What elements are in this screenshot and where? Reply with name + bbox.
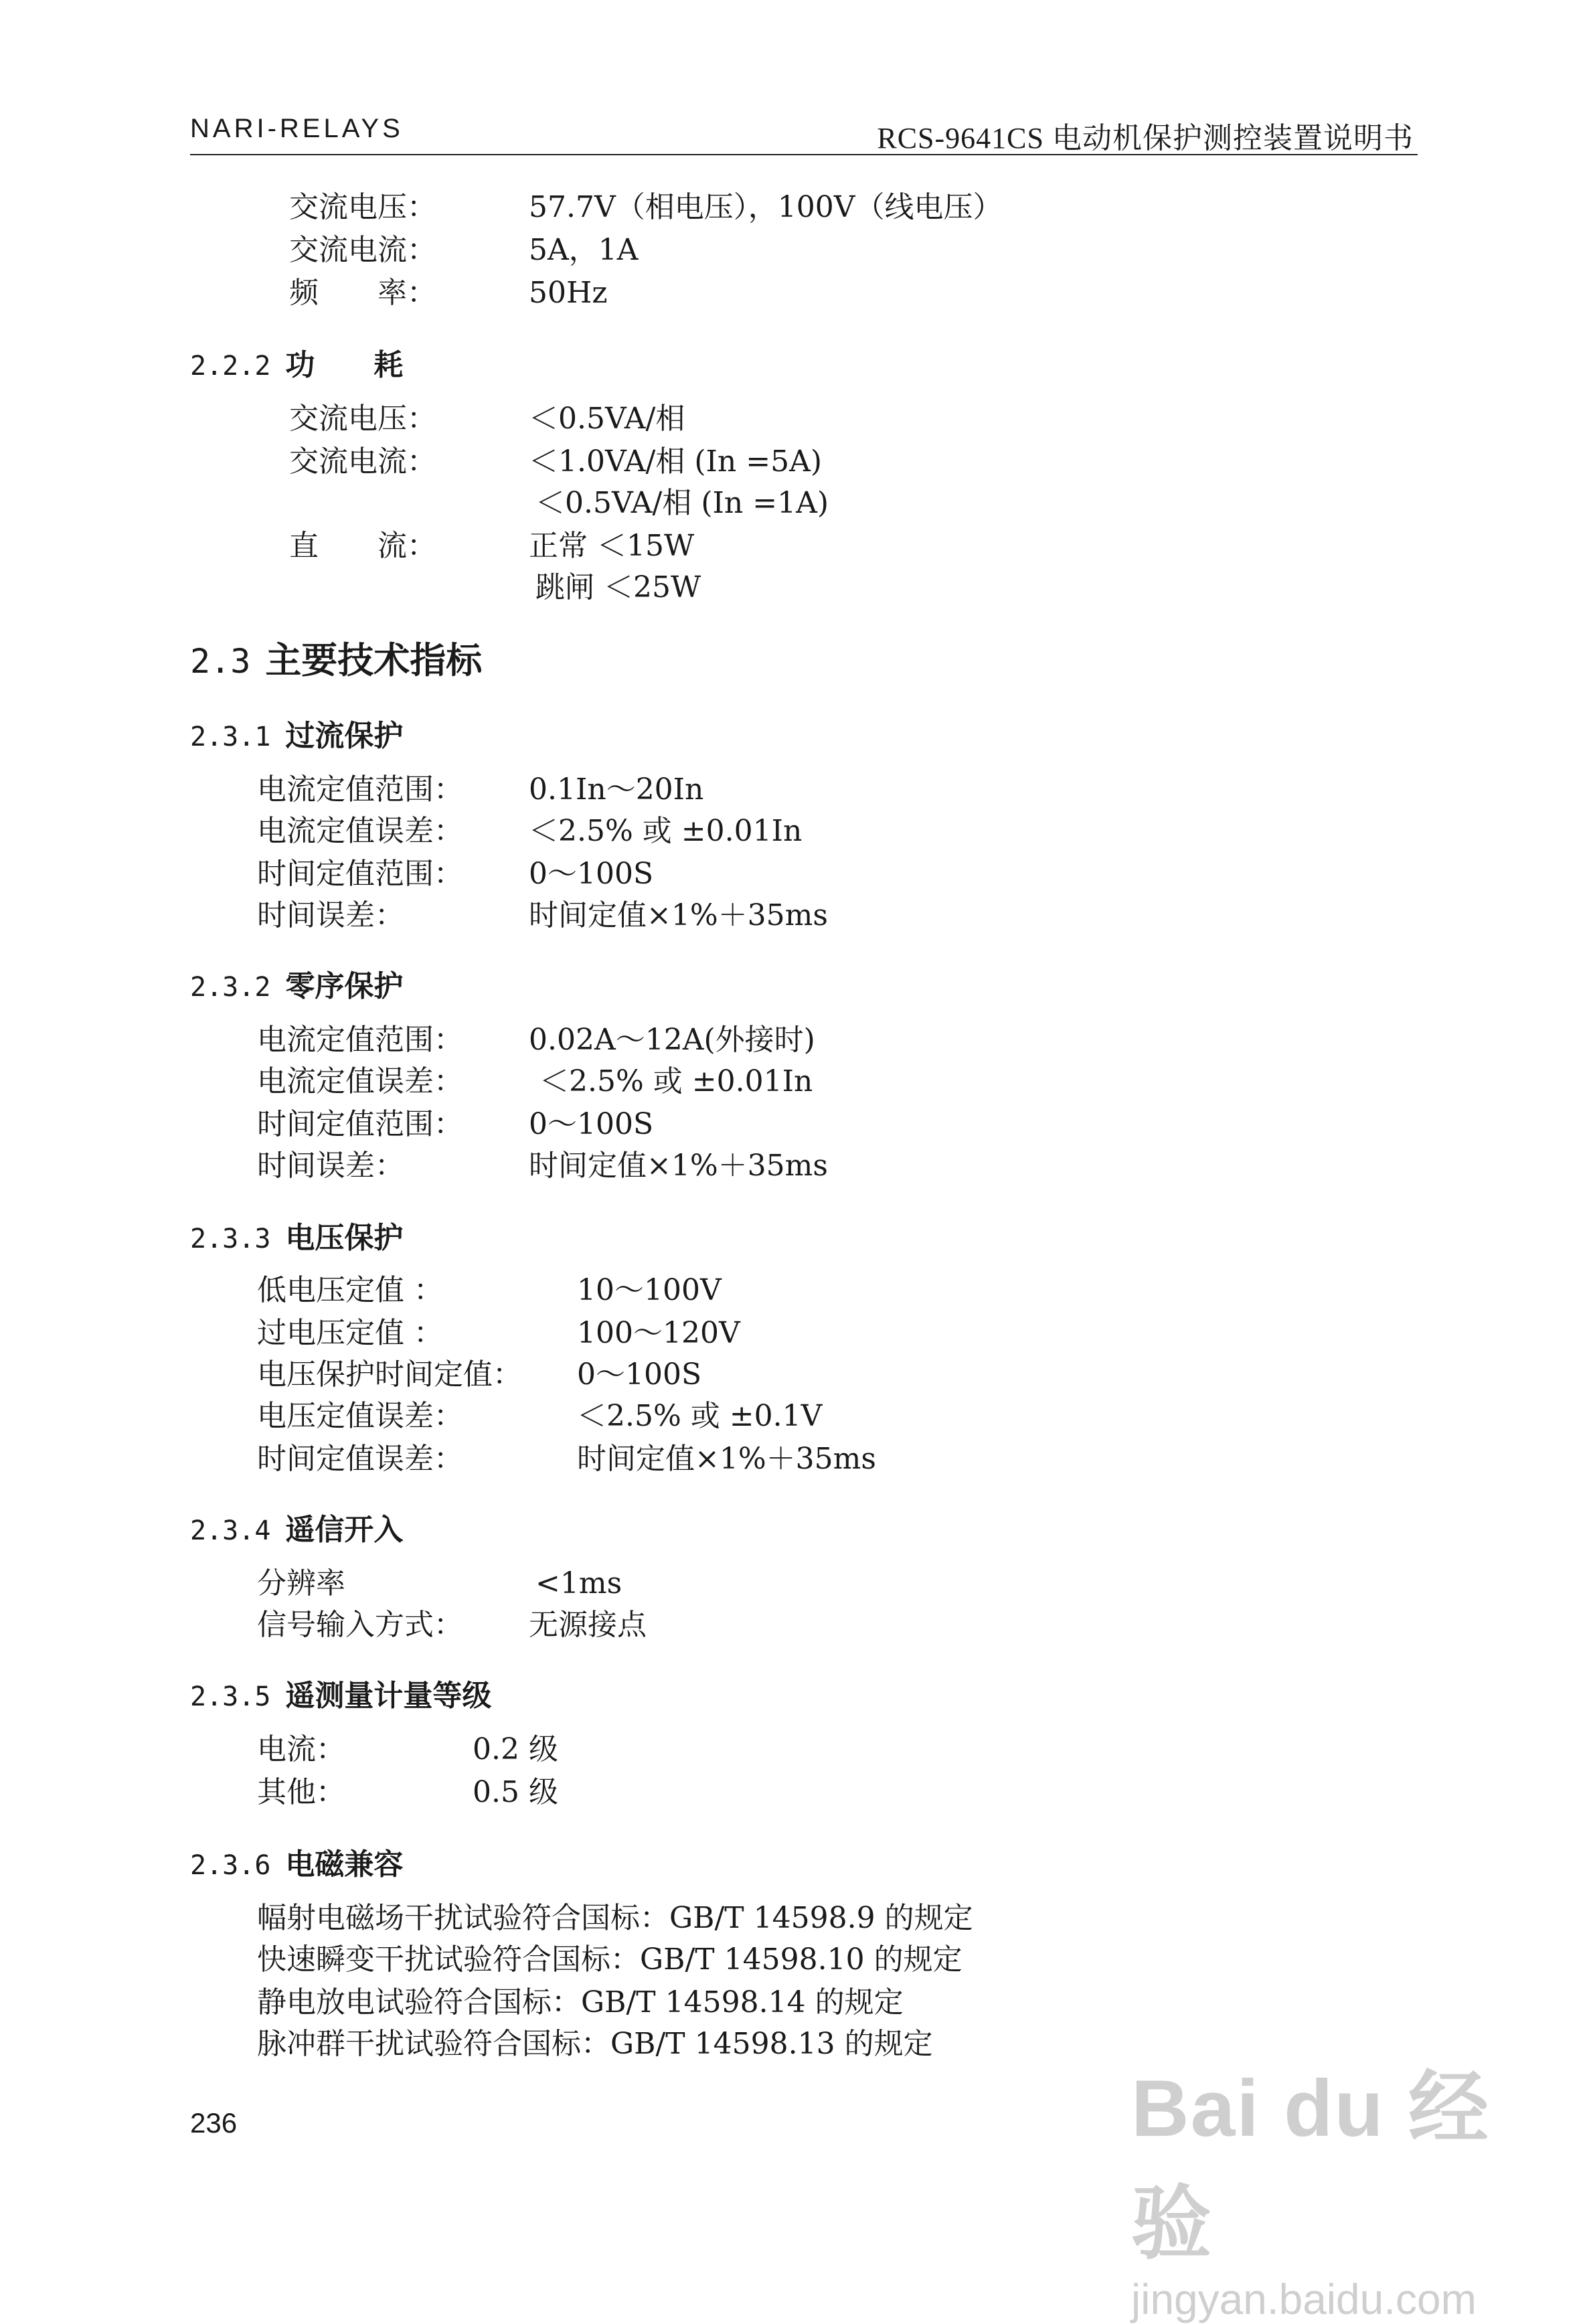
spec-label: 电压保护时间定值： xyxy=(257,1357,522,1392)
spec-value: 时间定值×1%＋35ms xyxy=(529,898,828,932)
spec-label: 信号输入方式： xyxy=(257,1608,463,1642)
spec-label: 电流定值范围： xyxy=(257,1023,463,1057)
section-title: 电磁兼容 xyxy=(285,1847,404,1882)
section-number: 2.3.1 xyxy=(190,722,271,752)
section-title: 电压保护 xyxy=(285,1221,404,1255)
spec-label: 分辨率 xyxy=(257,1566,345,1600)
spec-value: ＜0.5VA/相 (In =1A) xyxy=(535,486,829,520)
spec-label: 时间误差： xyxy=(257,898,404,932)
emc-standard-line: 快速瞬变干扰试验符合国标：GB/T 14598.10 的规定 xyxy=(257,1942,962,1977)
rated-value: 57.7V（相电压），100V（线电压） xyxy=(529,190,1003,224)
section-title: 遥测量计量等级 xyxy=(285,1679,492,1713)
spec-value: 正常 ＜15W xyxy=(529,529,695,563)
spec-value: 0.5 级 xyxy=(473,1775,558,1809)
spec-value: ＜2.5% 或 ±0.01In xyxy=(539,1064,813,1098)
spec-label: 电压定值误差： xyxy=(257,1399,463,1433)
header-brand: NARI-RELAYS xyxy=(190,114,404,143)
spec-label: 电流定值误差： xyxy=(257,1064,463,1098)
rated-value: 5A，1A xyxy=(529,233,639,267)
rated-label: 交流电流： xyxy=(289,233,436,267)
rated-label: 频 率： xyxy=(289,276,436,310)
rated-label: 交流电压： xyxy=(289,190,436,224)
spec-value: 10～100V xyxy=(577,1273,722,1307)
spec-value: ＜0.5VA/相 xyxy=(529,402,685,436)
spec-label: 时间误差： xyxy=(257,1149,404,1183)
baidu-watermark xyxy=(1131,2044,1506,2323)
spec-label: 电流： xyxy=(257,1732,345,1766)
section-title: 零序保护 xyxy=(285,969,404,1003)
spec-label: 其他： xyxy=(257,1775,345,1809)
section-number: 2.3.3 xyxy=(190,1224,271,1254)
spec-label: 电流定值范围： xyxy=(257,772,463,807)
section-heading-2-3-1 xyxy=(190,719,404,753)
section-number: 2.3 xyxy=(190,642,251,681)
section-heading-2-3-4 xyxy=(190,1515,403,1545)
rated-value: 50Hz xyxy=(529,276,608,310)
section-heading-2-3-3 xyxy=(190,1221,404,1255)
spec-label: 时间定值误差： xyxy=(257,1442,463,1476)
spec-value: 0～100S xyxy=(529,857,654,891)
spec-value: ＜2.5% 或 ±0.01In xyxy=(529,814,803,848)
spec-value: ＜1.0VA/相 (In =5A) xyxy=(529,444,823,479)
section-number: 2.3.5 xyxy=(190,1681,271,1712)
spec-label: 过电压定值 ： xyxy=(257,1316,443,1350)
section-title: 功 耗 xyxy=(285,348,404,382)
section-number: 2.3.4 xyxy=(190,1515,271,1546)
section-title: 遥信开入 xyxy=(285,1513,404,1547)
spec-value: 0～100S xyxy=(577,1357,702,1392)
section-heading-2-2-2 xyxy=(190,348,404,382)
spec-value: 0～100S xyxy=(529,1107,654,1141)
spec-label: 时间定值范围： xyxy=(257,857,463,891)
section-title: 主要技术指标 xyxy=(265,639,483,681)
header-doc-title: RCS-9641CS 电动机保护测控装置说明书 xyxy=(877,122,1414,155)
section-number: 2.2.2 xyxy=(190,351,271,382)
section-heading-2-3 xyxy=(190,639,483,681)
emc-standard-line: 脉冲群干扰试验符合国标：GB/T 14598.13 的规定 xyxy=(257,2027,933,2061)
spec-label: 交流电压： xyxy=(289,402,436,436)
section-number: 2.3.6 xyxy=(190,1850,271,1881)
spec-value: ＜2.5% 或 ±0.1V xyxy=(577,1399,823,1433)
page-number: 236 xyxy=(190,2107,238,2139)
section-heading-2-3-5 xyxy=(190,1681,491,1711)
header-divider xyxy=(190,154,1418,155)
spec-value: 时间定值×1%＋35ms xyxy=(529,1149,828,1183)
section-heading-2-3-6 xyxy=(190,1847,404,1882)
spec-value: 时间定值×1%＋35ms xyxy=(577,1442,876,1476)
section-heading-2-3-2 xyxy=(190,969,404,1003)
section-number: 2.3.2 xyxy=(190,972,271,1003)
spec-label: 交流电流： xyxy=(289,444,436,479)
spec-value: 0.2 级 xyxy=(473,1732,558,1766)
spec-label: 低电压定值 ： xyxy=(257,1273,443,1307)
emc-standard-line: 静电放电试验符合国标：GB/T 14598.14 的规定 xyxy=(257,1985,904,2019)
spec-value: 100～120V xyxy=(577,1316,740,1350)
spec-label: 直 流： xyxy=(289,529,436,563)
spec-value: <1ms xyxy=(535,1566,622,1600)
spec-value: 无源接点 xyxy=(529,1608,647,1642)
spec-label: 电流定值误差： xyxy=(257,814,463,848)
spec-value: 0.02A～12A(外接时) xyxy=(529,1023,815,1057)
spec-value: 0.1In～20In xyxy=(529,772,704,807)
watermark-logo: Bai du 经验 xyxy=(1131,2064,1491,2268)
section-title: 过流保护 xyxy=(285,719,404,753)
emc-standard-line: 幅射电磁场干扰试验符合国标：GB/T 14598.9 的规定 xyxy=(257,1901,973,1935)
watermark-url: jingyan.baidu.com xyxy=(1131,2275,1477,2323)
spec-label: 时间定值范围： xyxy=(257,1107,463,1141)
spec-value: 跳闸 ＜25W xyxy=(535,570,701,604)
